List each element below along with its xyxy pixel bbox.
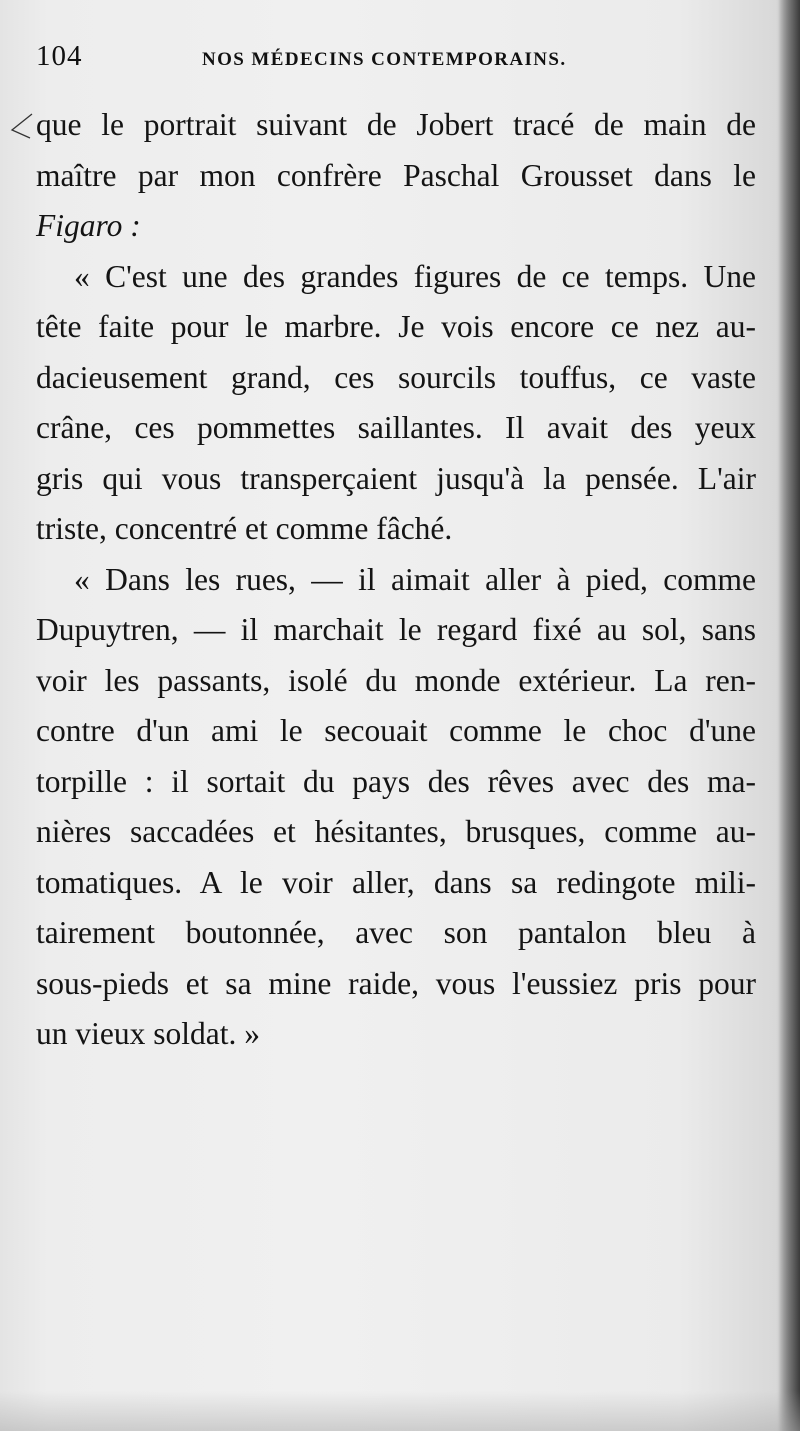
body-text (36, 100, 756, 1060)
text-line: Dupuytren, — il marchait le regard fixé au sol, sans (36, 612, 756, 647)
text-line: crâne, ces pommettes saillantes. Il avait des yeux (36, 410, 756, 445)
text-line: gris qui vous transperçaient jusqu'à la pensée. L'air (36, 460, 756, 496)
page-bottom-shadow (0, 1391, 800, 1431)
text-line: torpille : il sortait du pays des rêves avec des ma- (36, 763, 756, 799)
text-line: « C'est une des grandes figures de ce temps. Une (74, 258, 756, 294)
text-line: tomatiques. A le voir aller, dans sa redingote mili- (36, 864, 756, 900)
text-line: tairement boutonnée, avec son pantalon bleu à (36, 915, 756, 950)
text-line: tête faite pour le marbre. Je vois encore ce nez au- (36, 309, 756, 344)
text-line: triste, concentré et comme fâché. (36, 511, 453, 546)
text-line: « Dans les rues, — il aimait aller à pied, comme (74, 561, 756, 597)
text-line: voir les passants, isolé du monde extérieur. La ren- (36, 662, 756, 698)
text-line: Figaro : (36, 208, 141, 243)
text-line: que le portrait suivant de Jobert tracé de main de (36, 107, 756, 142)
running-title: NOS MÉDECINS CONTEMPORAINS. (202, 49, 567, 70)
page-number: 104 (36, 40, 83, 72)
running-header (36, 40, 756, 80)
text-line: un vieux soldat. » (36, 1016, 260, 1051)
page-edge-shadow (778, 0, 800, 1431)
pencil-margin-mark-icon (8, 110, 34, 140)
text-line: nières saccadées et hésitantes, brusques, comme au- (36, 814, 756, 849)
text-line: maître par mon confrère Paschal Grousset dans le (36, 157, 756, 193)
text-line: sous-pieds et sa mine raide, vous l'eussiez pris pour (36, 965, 756, 1001)
text-line: contre d'un ami le secouait comme le choc d'une (36, 713, 756, 748)
text-line: dacieusement grand, ces sourcils touffus, ce vaste (36, 359, 756, 395)
